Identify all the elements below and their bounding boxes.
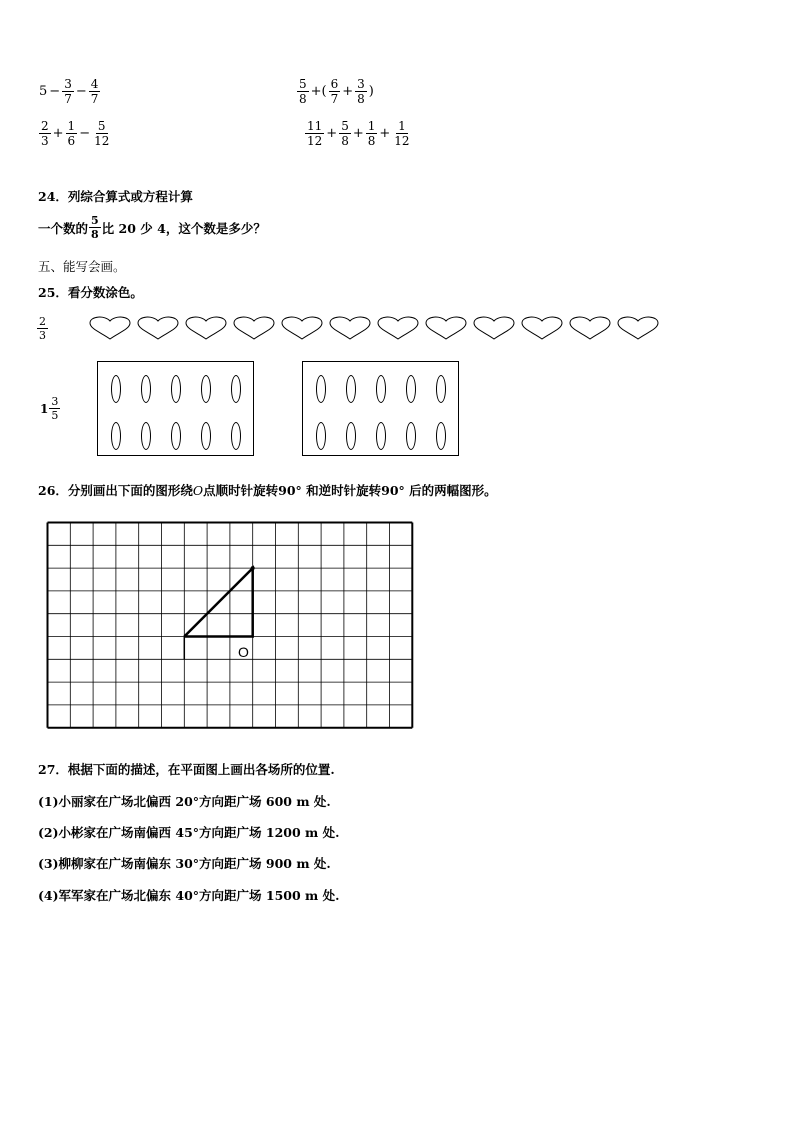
- fraction: $\frac{5}{8}$: [91, 214, 99, 241]
- fraction: $\frac{1}{8}$: [367, 119, 376, 148]
- text-segment: 26．分别画出下面的图形绕: [38, 483, 193, 498]
- oval-shape[interactable]: [406, 375, 416, 403]
- question-24-text: [38, 215, 266, 240]
- q25-row1-fraction: $\frac{2}{3}$: [39, 315, 46, 342]
- grid-canvas: [46, 521, 414, 731]
- triangle-figure: [184, 568, 252, 636]
- operator: +: [352, 126, 364, 141]
- heart-shape[interactable]: [472, 316, 516, 340]
- heart-shape[interactable]: [568, 316, 612, 340]
- oval-shape[interactable]: [201, 422, 211, 450]
- calc-expression-1: [38, 78, 101, 105]
- text-segment: 比 20 少 4，这个数是多少？: [101, 220, 266, 236]
- heart-shape[interactable]: [376, 316, 420, 340]
- rotation-point-label: O: [238, 644, 249, 660]
- rotation-grid: [46, 521, 414, 731]
- text-segment: 点顺时针旋转90° 和逆时针旋转90° 后的两幅图形。: [203, 483, 497, 498]
- fraction: $\frac{3}{7}$: [64, 77, 72, 106]
- q27-item: (3)柳柳家在广场南偏东 30°方向距广场 900 m 处.: [38, 856, 331, 871]
- heart-shape[interactable]: [328, 316, 372, 340]
- q27-item: (2)小彬家在广场南偏西 45°方向距广场 1200 m 处.: [38, 825, 340, 840]
- operator: ): [368, 84, 374, 99]
- fraction: $\frac{2}{3}$: [41, 119, 49, 148]
- fraction: $\frac{5}{8}$: [299, 77, 307, 106]
- q27-item: (4)军军家在广场北偏东 40°方向距广场 1500 m 处.: [38, 888, 340, 903]
- heart-shape[interactable]: [424, 316, 468, 340]
- oval-shape[interactable]: [201, 375, 211, 403]
- oval-box-2: [302, 361, 459, 456]
- fraction: $\frac{1}{6}$: [67, 119, 76, 148]
- oval-box-1: [97, 361, 254, 456]
- q25-row2-mixed-number: 1 $\frac{3}{5}$: [40, 395, 59, 422]
- question-26-title: [38, 481, 497, 499]
- oval-shape[interactable]: [111, 422, 121, 450]
- fraction: $\frac{5}{12}$: [94, 119, 110, 148]
- oval-shape[interactable]: [171, 422, 181, 450]
- text-segment: 一个数的: [38, 220, 89, 236]
- operator: −: [49, 84, 61, 99]
- oval-shape[interactable]: [231, 422, 241, 450]
- heart-shape[interactable]: [136, 316, 180, 340]
- oval-shape[interactable]: [171, 375, 181, 403]
- oval-shape[interactable]: [436, 422, 446, 450]
- oval-shape[interactable]: [231, 375, 241, 403]
- calc-expression-2: [296, 78, 375, 105]
- oval-shape[interactable]: [316, 375, 326, 403]
- operator: +: [379, 126, 391, 141]
- oval-shape[interactable]: [141, 422, 151, 450]
- question-24-title: 24．列综合算式或方程计算: [38, 189, 193, 204]
- hearts-row: [88, 316, 660, 340]
- operator: −: [79, 126, 91, 141]
- vertex-dot: [251, 566, 255, 570]
- operator: +: [326, 126, 338, 141]
- fraction: $\frac{5}{8}$: [341, 119, 349, 148]
- heart-shape[interactable]: [184, 316, 228, 340]
- oval-shape[interactable]: [141, 375, 151, 403]
- oval-shape[interactable]: [376, 375, 386, 403]
- fraction: $\frac{6}{7}$: [330, 77, 339, 106]
- whole-number: 5: [39, 84, 48, 99]
- fraction: $\frac{1}{12}$: [394, 119, 410, 148]
- heart-shape[interactable]: [88, 316, 132, 340]
- oval-shape[interactable]: [316, 422, 326, 450]
- q27-item: (1)小丽家在广场北偏西 20°方向距广场 600 m 处.: [38, 794, 331, 809]
- heart-shape[interactable]: [280, 316, 324, 340]
- question-27-title: 27．根据下面的描述，在平面图上画出各场所的位置.: [38, 762, 335, 777]
- fraction: $\frac{3}{8}$: [357, 77, 365, 106]
- heart-shape[interactable]: [520, 316, 564, 340]
- question-25-title: 25．看分数涂色。: [38, 285, 143, 300]
- operator: +: [52, 126, 64, 141]
- calc-expression-3: [38, 120, 112, 147]
- point-label: O: [192, 483, 204, 498]
- operator: +(: [310, 84, 327, 99]
- oval-shape[interactable]: [376, 422, 386, 450]
- fraction: $\frac{11}{12}$: [307, 119, 323, 148]
- calc-expression-4: [304, 120, 413, 147]
- operator: +: [342, 84, 354, 99]
- heart-shape[interactable]: [616, 316, 660, 340]
- oval-shape[interactable]: [436, 375, 446, 403]
- section-5-title: 五、能写会画。: [38, 259, 126, 274]
- oval-shape[interactable]: [346, 375, 356, 403]
- fraction: $\frac{4}{7}$: [90, 77, 99, 106]
- heart-shape[interactable]: [232, 316, 276, 340]
- oval-shape[interactable]: [406, 422, 416, 450]
- operator: −: [75, 84, 87, 99]
- oval-shape[interactable]: [111, 375, 121, 403]
- oval-shape[interactable]: [346, 422, 356, 450]
